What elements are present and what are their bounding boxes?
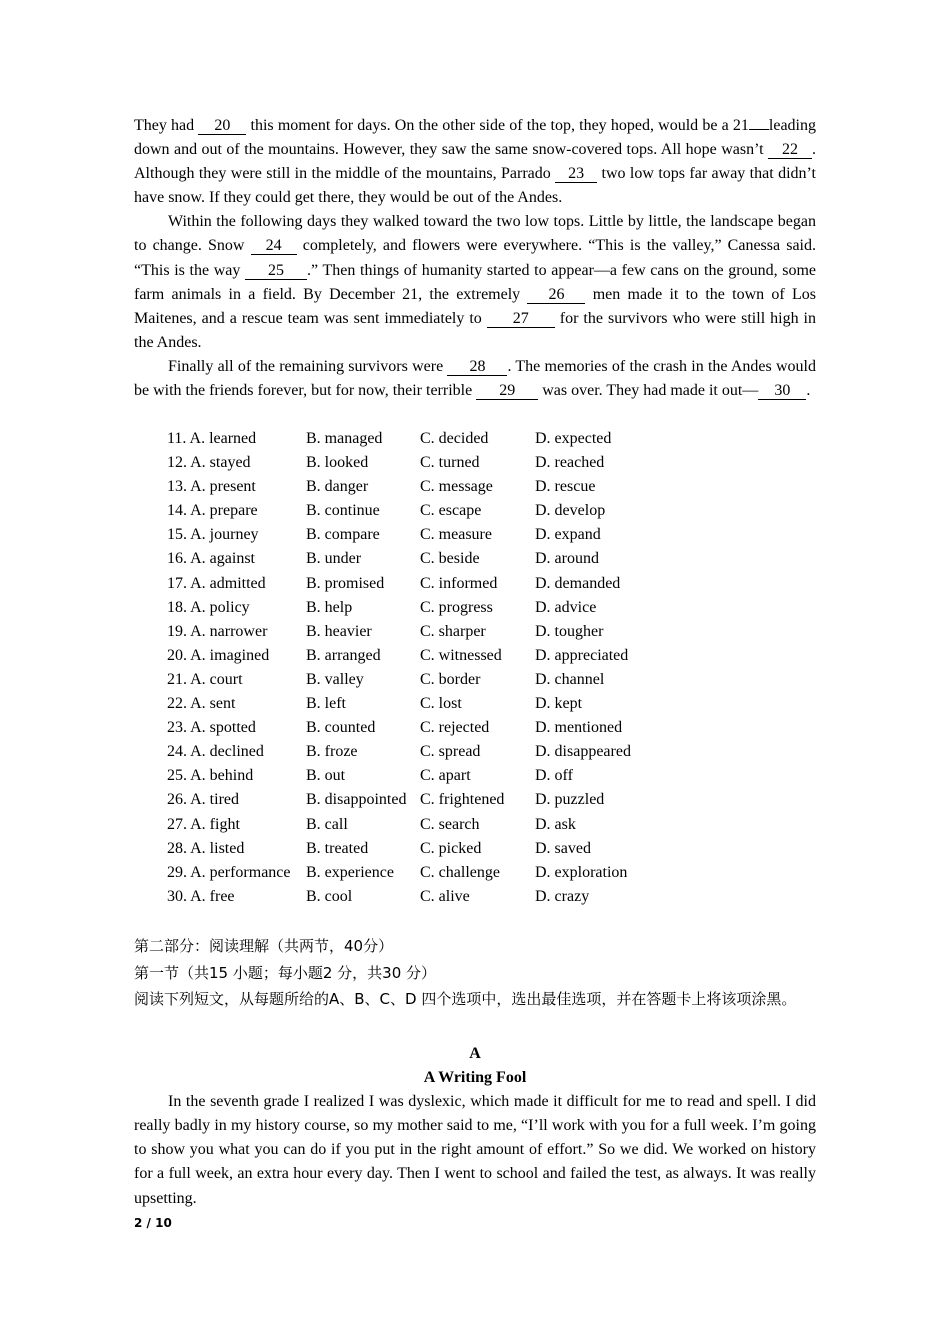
option-b: B. valley bbox=[306, 670, 364, 688]
section-subtitle: 第一节（共15 小题；每小题2 分，共30 分） bbox=[134, 963, 437, 982]
option-c: C. alive bbox=[420, 887, 470, 905]
blank-28: 28 bbox=[447, 359, 507, 376]
passage-title: A Writing Fool bbox=[423, 1069, 527, 1087]
option-a: 26. A. tired bbox=[167, 791, 239, 809]
option-b: B. continue bbox=[306, 502, 380, 520]
option-d: D. channel bbox=[535, 670, 605, 688]
option-b: B. left bbox=[306, 695, 346, 713]
section-header bbox=[134, 933, 834, 1013]
option-b: B. disappointed bbox=[306, 791, 407, 809]
option-a: 11. A. learned bbox=[167, 430, 257, 447]
option-c: C. search bbox=[420, 815, 480, 833]
option-b: B. compare bbox=[306, 526, 380, 544]
option-b: B. promised bbox=[306, 574, 385, 592]
option-d: D. mentioned bbox=[535, 719, 623, 737]
cloze-paragraph-2: Within the following days they walked toward the two low tops. Little by little, the landscape began to change. Snow 24 completely, and flowers were everywhere. “This is the valley,” Canessa said. “This is the way 25 .” Then things of humanity started to appear—a few cans on the ground, some farm animals in a field. By December 21, the extremely 26 men made it to the town of Los Maitenes, and a rescue team was sent immediately to 27 for the survivors who were still high in the Andes. bbox=[134, 213, 817, 351]
option-c: C. informed bbox=[420, 574, 498, 592]
blank-22: 22 bbox=[768, 142, 812, 159]
option-a: 21. A. court bbox=[167, 670, 243, 688]
option-c: C. measure bbox=[420, 526, 492, 544]
option-d: D. advice bbox=[535, 598, 597, 616]
option-b: B. cool bbox=[306, 887, 353, 905]
option-c: C. beside bbox=[420, 550, 480, 568]
option-c: C. progress bbox=[420, 598, 493, 616]
option-a: 12. A. stayed bbox=[167, 454, 251, 472]
blank-27: 27 bbox=[487, 311, 555, 328]
option-b: B. danger bbox=[306, 478, 369, 496]
option-b: B. treated bbox=[306, 839, 369, 857]
option-c: C. challenge bbox=[420, 863, 500, 881]
option-d: D. rescue bbox=[535, 478, 596, 496]
blank-20: 20 bbox=[198, 118, 246, 135]
option-a: 14. A. prepare bbox=[167, 502, 258, 520]
option-d: D. appreciated bbox=[535, 646, 629, 664]
option-b: B. help bbox=[306, 598, 353, 616]
option-c: C. border bbox=[420, 670, 481, 688]
option-d: D. disappeared bbox=[535, 743, 631, 761]
blank-26: 26 bbox=[527, 287, 585, 304]
option-a: 15. A. journey bbox=[167, 526, 259, 544]
option-c: C. lost bbox=[420, 695, 462, 713]
option-a: 13. A. present bbox=[167, 478, 256, 496]
blank-29: 29 bbox=[476, 383, 538, 400]
option-c: C. picked bbox=[420, 839, 482, 857]
option-d: D. demanded bbox=[535, 574, 621, 592]
blank-25: 25 bbox=[245, 263, 307, 280]
option-a: 16. A. against bbox=[167, 550, 255, 568]
option-b: B. call bbox=[306, 815, 348, 833]
option-c: C. decided bbox=[420, 430, 489, 447]
blank-24: 24 bbox=[251, 238, 297, 255]
option-b: B. froze bbox=[306, 743, 358, 761]
option-c: C. message bbox=[420, 478, 493, 496]
reading-passage-a bbox=[134, 1042, 816, 1211]
page-number: 2 / 10 bbox=[134, 1216, 172, 1230]
option-c: C. turned bbox=[420, 454, 480, 472]
option-c: C. sharper bbox=[420, 622, 486, 640]
option-a: 29. A. performance bbox=[167, 863, 291, 881]
blank-23: 23 bbox=[555, 166, 597, 183]
option-a: 23. A. spotted bbox=[167, 719, 256, 737]
option-a: 17. A. admitted bbox=[167, 574, 266, 592]
option-a: 22. A. sent bbox=[167, 695, 236, 713]
option-c: C. rejected bbox=[420, 719, 490, 737]
option-c: C. frightened bbox=[420, 791, 505, 809]
option-d: D. saved bbox=[535, 839, 591, 857]
option-b: B. managed bbox=[306, 430, 383, 447]
option-d: D. off bbox=[535, 767, 573, 785]
option-c: C. witnessed bbox=[420, 646, 502, 664]
option-d: D. tougher bbox=[535, 622, 604, 640]
option-a: 19. A. narrower bbox=[167, 622, 268, 640]
option-b: B. looked bbox=[306, 454, 369, 472]
option-d: D. crazy bbox=[535, 887, 590, 905]
passage-body: In the seventh grade I realized I was dyslexic, which made it difficult for me to read and spell. I did really badly in my history course, so my mother said to me, “I’ll work with you for a full week. I’m going to show you what you can do if you put in the right amount of effort.” So we did. We worked on history for a full week, an extra hour every day. Then I went to school and failed the test, as always. It was really upsetting. bbox=[134, 1093, 816, 1207]
option-a: 25. A. behind bbox=[167, 767, 254, 785]
blank-21-line bbox=[749, 129, 769, 130]
option-a: 30. A. free bbox=[167, 887, 235, 905]
option-b: B. under bbox=[306, 550, 362, 568]
option-a: 18. A. policy bbox=[167, 598, 250, 616]
option-a: 24. A. declined bbox=[167, 743, 264, 761]
option-c: C. apart bbox=[420, 767, 471, 785]
option-d: D. expand bbox=[535, 526, 601, 544]
option-b: B. heavier bbox=[306, 622, 372, 640]
option-b: B. out bbox=[306, 767, 346, 785]
option-d: D. develop bbox=[535, 502, 606, 520]
blank-21: 21 bbox=[732, 117, 749, 134]
option-d: D. expected bbox=[535, 430, 612, 447]
option-b: B. counted bbox=[306, 719, 376, 737]
option-b: B. arranged bbox=[306, 646, 381, 664]
blank-30: 30 bbox=[758, 383, 806, 400]
option-c: C. spread bbox=[420, 743, 481, 761]
option-d: D. ask bbox=[535, 815, 576, 833]
option-b: B. experience bbox=[306, 863, 394, 881]
option-c: C. escape bbox=[420, 502, 482, 520]
section-instruction: 阅读下列短文，从每题所给的A、B、C、D 四个选项中，选出最佳选项，并在答题卡上将该项涂黑。 bbox=[134, 990, 797, 1008]
option-a: 20. A. imagined bbox=[167, 646, 270, 664]
option-d: D. kept bbox=[535, 695, 583, 713]
option-d: D. around bbox=[535, 550, 599, 568]
cloze-passage bbox=[134, 114, 816, 403]
option-d: D. reached bbox=[535, 454, 605, 472]
passage-label: A bbox=[469, 1045, 481, 1062]
option-d: D. exploration bbox=[535, 863, 628, 881]
option-a: 27. A. fight bbox=[167, 815, 240, 833]
cloze-paragraph-1: They had 20 this moment for days. On the other side of the top, they hoped, would be a 21 leading down and out of the mountains. However, they saw the same snow-covered tops. All hope wasn’t 22 . Although they were still in the middle of the mountains, Parrado 23 two low tops far away that didn’t have snow. If they could get there, they would be out of the Andes. bbox=[134, 117, 817, 207]
option-d: D. puzzled bbox=[535, 791, 605, 809]
cloze-paragraph-3: Finally all of the remaining survivors were 28 . The memories of the crash in the Andes would be with the friends forever, but for now, their terrible 29 was over. They had made it out— 30 . bbox=[134, 357, 816, 400]
section-part-title: 第二部分：阅读理解（共两节，40分） bbox=[134, 937, 394, 955]
option-a: 28. A. listed bbox=[167, 839, 245, 857]
